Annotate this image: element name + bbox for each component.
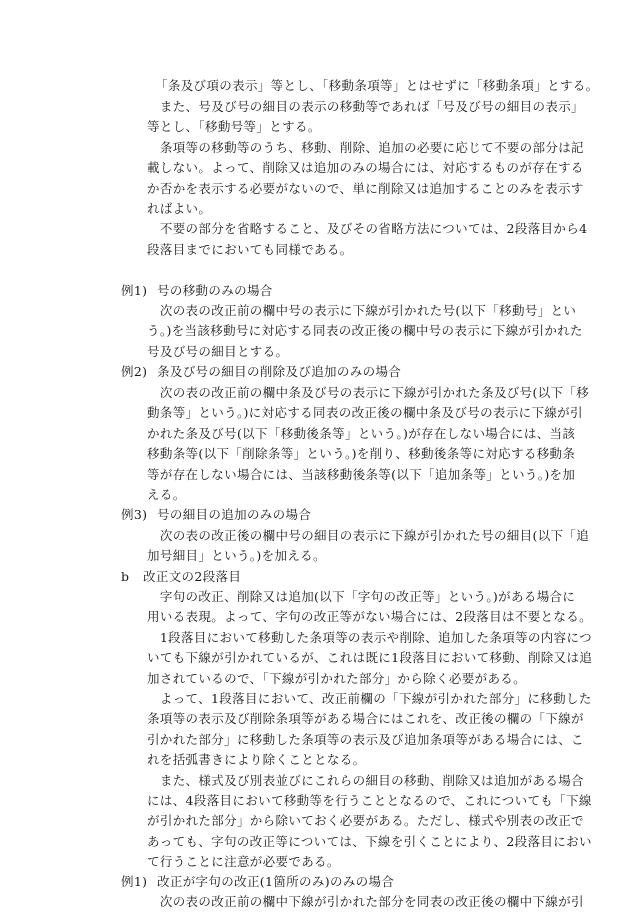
example-3-body: 次の表の改正後の欄中号の細目の表示に下線が引かれた号の細目(以下「追 加号細目」という。)を加える。 [147,528,590,564]
section-b-body: 字句の改正、削除又は追加(以下「字句の改正等」という。)がある場合に 用いる表現。よって、字句の改正等がない場合には、2段落目は不要となる。 1段落目において移動した条項等の表示や削除、追加した条項等の内容につ いても下線が引かれているが、これは既に1段落目において移動、削除又は追 加されているので、「下線が引かれた部分」から除く必要がある。 よって、1段落目において、改正前欄の「下線が引かれた部分」に移動した 条項等の表示及び削除条項等がある場合にはこれを、改正後の欄の「下線が 引かれた部分」に移動した条項等の表示及び追加条項等がある場合には、こ れを括弧書きにより除くこととなる。 また、様式及び別表並びにこれらの細目の移動、削除又は追加がある場合 には、4段落目において移動等を行うこととなるので、これについても「下線 が引かれた部分」から除いておく必要がある。ただし、様式や別表の改正で あっても、字句の改正等については、下線を引くことにより、2段落目におい て行うことに注意が必要である。 [147,589,593,870]
example-4-body: 次の表の改正前の欄中下線が引かれた部分を同表の改正後の欄中下線が引 [147,894,584,909]
example-2-title: 条及び号の細目の削除及び追加のみの場合 [157,364,402,379]
example-1-heading [121,281,273,301]
example-2-heading [121,362,401,382]
example-2-label: 例2) [121,364,148,379]
section-b-title: 改正文の2段落目 [143,569,242,584]
example-4-heading [121,872,394,892]
example-2-body: 次の表の改正前の欄中条及び号の表示に下線が引かれた条及び号(以下「移 動条等」という。)に対応する同表の改正後の欄中条及び号の表示に下線が引 かれた条及び号(以下「移動後条等」という。)が存在しない場合には、当該 移動条等(以下「削除条等」という。)を削り、移動後条等に対応する移動条 等が存在しない場合には、当該移動後条等(以下「追加条等」という。)を加 える。 [147,385,590,503]
example-3-label: 例3) [121,507,148,522]
intro-line-1: 「条及び項の表示」等とし、「移動条項等」とはせずに「移動条項」とする。 [155,78,599,93]
example-3-heading [121,505,311,525]
example-1-label: 例1) [121,283,148,298]
example-1-title: 号の移動のみの場合 [157,283,273,298]
example-4-title: 改正が字句の改正(1箇所のみ)のみの場合 [157,874,395,889]
section-b-label: b [121,569,130,584]
example-1-body: 次の表の改正前の欄中号の表示に下線が引かれた号(以下「移動号」とい う。)を当該移動号に対応する同表の改正後の欄中号の表示に下線が引かれた 号及び号の細目とする。 [147,303,583,359]
intro-paragraph: また、号及び号の細目の表示の移動等であれば「号及び号の細目の表示」 等とし、「移動号等」とする。 条項等の移動等のうち、移動、削除、追加の必要に応じて不要の部分は記 載しない。よって、削除又は追加のみの場合には、対応するものが存在する か否かを表示する必要がないので、単に削除又は追加することのみを表示す ればよい。 不要の部分を省略すること、及びその省略方法については、2段落目から4 段落目までにおいても同様である。 [147,99,588,257]
section-b-heading [121,567,241,587]
example-4-label: 例1) [121,874,148,889]
example-3-title: 号の細目の追加のみの場合 [157,507,312,522]
